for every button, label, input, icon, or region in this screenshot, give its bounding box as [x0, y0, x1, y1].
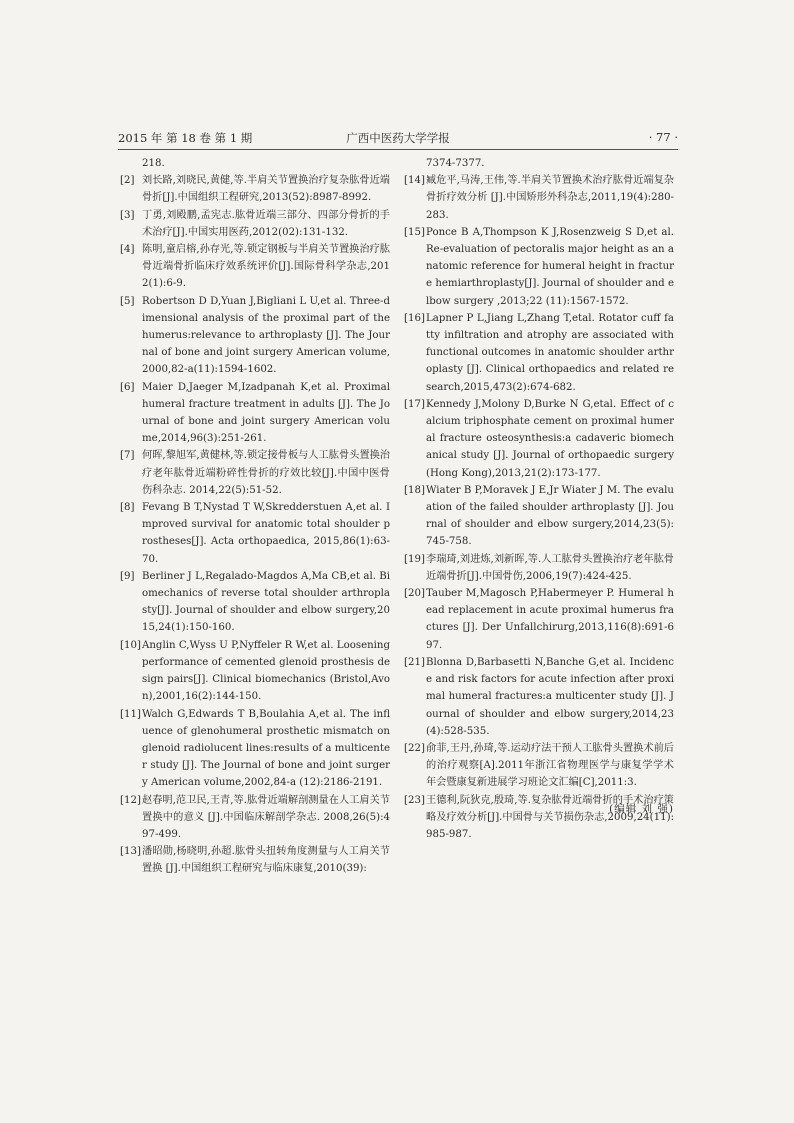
reference-number: [9]	[120, 570, 135, 582]
reference-number: [10]	[120, 639, 141, 651]
reference-text: 李瑞琦,刘进炼,刘新晖,等.人工肱骨头置换治疗老年肱骨近端骨折[J].中国骨伤,2006,19(7):424-425.	[426, 553, 674, 582]
reference-number: [13]	[120, 846, 141, 858]
reference-item	[120, 568, 390, 637]
reference-item	[404, 224, 674, 310]
header-rule	[118, 149, 678, 150]
right-column	[404, 155, 674, 843]
reference-text: Ponce B A,Thompson K J,Rosenzweig S D,et al. Re-evaluation of pectoralis major height as an anatomic reference for humeral height in fracture hemiarthroplasty[J]. Journal of shoulder and elbow surgery ,2013;22 (11):1567-1572.	[426, 226, 674, 307]
left-column	[120, 155, 390, 878]
reference-text: 陈明,童启榕,孙存光,等.锁定钢板与半肩关节置换治疗肱骨近端骨折临床疗效系统评价[J].国际骨科学杂志,2012(1):6-9.	[142, 244, 390, 290]
reference-number: [19]	[404, 553, 425, 565]
reference-number: [12]	[120, 794, 141, 806]
reference-number: [3]	[120, 209, 135, 221]
reference-text: 赵春明,范卫民,王青,等.肱骨近端解剖测量在人工肩关节置换中的意义 [J].中国临床解剖学杂志. 2008,26(5):497-499.	[142, 794, 390, 840]
reference-item	[120, 792, 390, 844]
reference-text: 俞菲,王丹,孙琦,等.运动疗法干预人工肱骨头置换术前后的治疗观察[A].2011年浙江省物理医学与康复学学术年会暨康复新进展学习班论文汇编[C],2011:3.	[426, 742, 674, 789]
reference-text: Fevang B T,Nystad T W,Skredderstuen A,et al. Improved survival for anatomic total shoulder prostheses[J]. Acta orthopaedica, 2015,86(1):63-70.	[142, 502, 390, 565]
reference-text: Wiater B P,Moravek J E,Jr Wiater J M. The evaluation of the failed shoulder arthroplasty [J]. Journal of shoulder and elbow surgery,2014,23(5):745-758.	[426, 484, 674, 548]
reference-number: [7]	[120, 450, 135, 462]
running-header	[118, 126, 678, 148]
reference-number: [11]	[120, 708, 141, 720]
reference-item	[404, 792, 674, 844]
reference-number: [8]	[120, 502, 135, 514]
reference-text: Maier D,Jaeger M,Izadpanah K,et al. Proximal humeral fracture treatment in adults [J]. The Journal of bone and joint surgery American volume,2014,96(3):251-261.	[142, 381, 390, 445]
reference-item	[120, 447, 390, 499]
reference-number: [14]	[404, 175, 425, 187]
reference-item	[120, 172, 390, 206]
reference-text: 丁勇,刘殿鹏,孟宪志.肱骨近端三部分、四部分骨折的手术治疗[J].中国实用医药,2012(02):131-132.	[142, 209, 390, 238]
reference-text: 王德利,阮狄克,殷琦,等.复杂肱骨近端骨折的手术治疗策略及疗效分析[J].中国骨与关节损伤杂志,2009,24(11):985-987.	[426, 794, 674, 840]
reference-number: [15]	[404, 226, 425, 238]
reference-item	[404, 396, 674, 482]
reference-item	[120, 843, 390, 877]
reference-item	[404, 551, 674, 585]
reference-text: 何晖,黎旭军,黄健林,等.锁定接骨板与人工肱骨头置换治疗老年肱骨近端粉碎性骨折的疗效比较[J].中国中医骨伤科杂志. 2014,22(5):51-52.	[142, 450, 390, 496]
reference-text: Blonna D,Barbasetti N,Banche G,et al. Incidence and risk factors for acute infection after proximal humeral fractures:a multicenter study [J]. Journal of shoulder and elbow surgery,2014,23(4):528-535.	[426, 656, 674, 737]
issue-info: 2015 年 第 18 卷 第 1 期	[118, 131, 253, 145]
reference-continuation: 7374-7377.	[426, 158, 485, 169]
reference-continuation: 218.	[142, 158, 165, 169]
reference-text: Berliner J L,Regalado-Magdos A,Ma CB,et al. Biomechanics of reverse total shoulder arthroplasty[J]. Journal of shoulder and elbow surgery,2015,24(1):150-160.	[142, 570, 390, 634]
reference-item	[404, 585, 674, 654]
journal-name: 广西中医药大学学报	[346, 131, 450, 145]
reference-item	[404, 172, 674, 224]
reference-number: [6]	[120, 381, 135, 393]
editor-credit: (编辑 刘 强)	[609, 803, 674, 815]
reference-item	[404, 310, 674, 396]
reference-text: Anglin C,Wyss U P,Nyffeler R W,et al. Loosening performance of cemented glenoid prosthesis design pairs[J]. Clinical biomechanics (Bristol,Avon),2001,16(2):144-150.	[142, 639, 390, 703]
reference-number: [16]	[404, 312, 425, 324]
reference-number: [5]	[120, 295, 135, 307]
reference-number: [2]	[120, 175, 135, 187]
reference-text: 刘长路,刘晓民,黄健,等.半肩关节置换治疗复杂肱骨近端骨折[J].中国组织工程研究,2013(52):8987-8992.	[142, 175, 390, 204]
page-number: · 77 ·	[648, 130, 678, 144]
reference-number: [17]	[404, 398, 425, 410]
reference-text: 潘昭勋,杨晓明,孙超.肱骨头扭转角度测量与人工肩关节置换 [J].中国组织工程研究与临床康复,2010(39):	[142, 846, 390, 875]
reference-item	[120, 637, 390, 706]
reference-text: Lapner P L,Jiang L,Zhang T,etal. Rotator cuff fatty infiltration and atrophy are associated with functional outcomes in anatomic shoulder arthroplasty [J]. Clinical orthopaedics and related research,2015,473(2):674-682.	[426, 312, 674, 393]
reference-item	[120, 499, 390, 568]
reference-text: 臧危平,马涛,王伟,等.半肩关节置换术治疗肱骨近端复杂骨折疗效分析 [J].中国矫形外科杂志,2011,19(4):280-283.	[426, 175, 674, 221]
reference-item	[120, 379, 390, 448]
reference-number: [18]	[404, 484, 425, 496]
reference-number: [22]	[404, 742, 425, 754]
reference-number: [23]	[404, 794, 425, 806]
reference-number: [20]	[404, 588, 425, 600]
reference-item	[120, 293, 390, 379]
reference-number: [21]	[404, 656, 425, 668]
reference-text: Walch G,Edwards T B,Boulahia A,et al. The influence of glenohumeral prosthetic mismatch on glenoid radiolucent lines:results of a multicenter study [J]. The Journal of bone and joint surgery American volume,2002,84-a (12):2186-2191.	[142, 708, 390, 789]
reference-item	[120, 241, 390, 293]
reference-item	[120, 706, 390, 792]
reference-number: [4]	[120, 244, 135, 256]
reference-item	[404, 482, 674, 551]
reference-item	[404, 740, 674, 792]
reference-text: Kennedy J,Molony D,Burke N G,etal. Effect of calcium triphosphate cement on proximal humeral fracture osteosynthesis:a cadaveric biomechanical study [J]. Journal of orthopaedic surgery (Hong Kong),2013,21(2):173-177.	[426, 398, 674, 479]
reference-text: Robertson D D,Yuan J,Bigliani L U,et al. Three-dimensional analysis of the proximal part of the humerus:relevance to arthroplasty [J]. The Journal of bone and joint surgery American volume,2000,82-a(11):1594-1602.	[142, 295, 390, 376]
reference-item	[120, 207, 390, 241]
reference-item	[404, 654, 674, 740]
reference-text: Tauber M,Magosch P,Habermeyer P. Humeral head replacement in acute proximal humerus fractures [J]. Der Unfallchirurg,2013,116(8):691-697.	[426, 588, 674, 651]
